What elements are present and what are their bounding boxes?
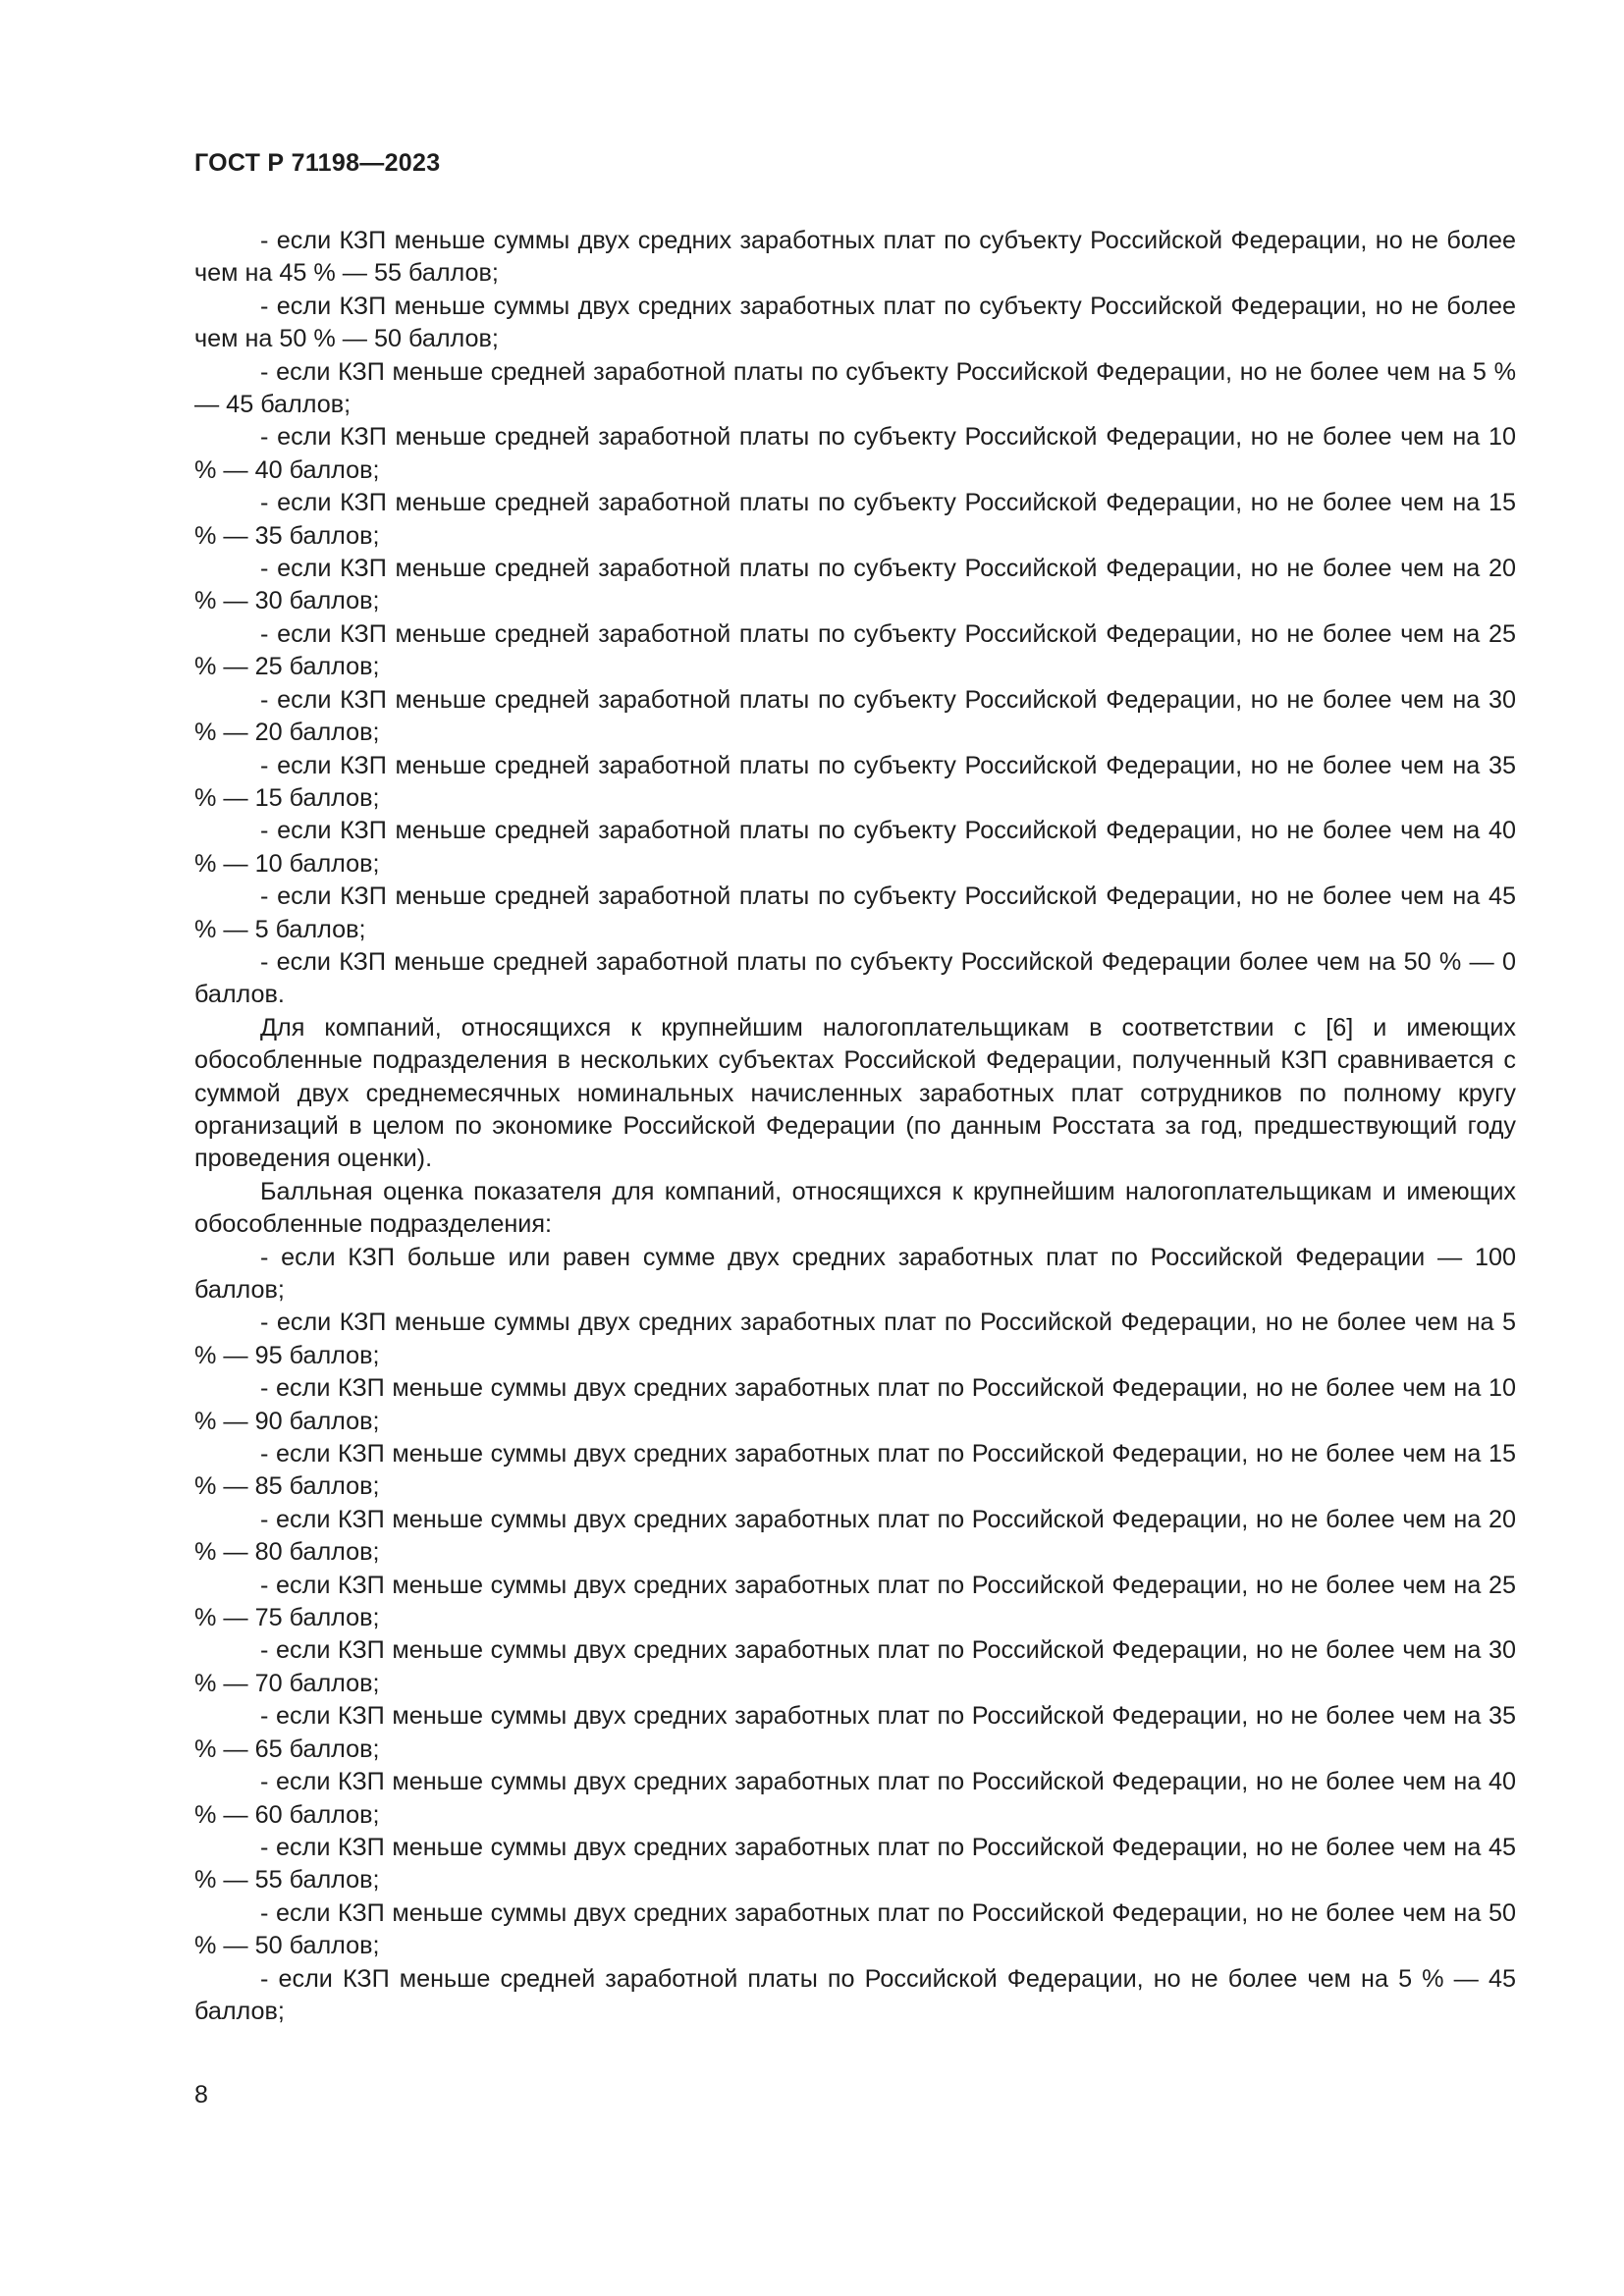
body-paragraph: Для компаний, относящихся к крупнейшим налогоплательщикам в соответствии с [6] и имеющих обособленные подразделения в нескольких субъектах Российской Федерации, полученный КЗП сравнивается с суммой двух среднемесячных номинальных начисленных заработных плат сотрудников по полному кругу организаций в целом по экономике Российской Федерации (по данным Росстата за год, предшествующий году проведения оценки). xyxy=(194,1013,1516,1173)
list-item: - если КЗП меньше средней заработной платы по субъекту Российской Федерации, но не более чем на 10 % — 40 баллов; xyxy=(194,423,1516,484)
list-item: - если КЗП меньше средней заработной платы по субъекту Российской Федерации, но не более чем на 15 % — 35 баллов; xyxy=(194,489,1516,550)
list-item: - если КЗП меньше суммы двух средних заработных плат по Российской Федерации, но не более чем на 15 % — 85 баллов; xyxy=(194,1440,1516,1501)
list-item: - если КЗП меньше суммы двух средних заработных плат по Российской Федерации, но не более чем на 30 % — 70 баллов; xyxy=(194,1636,1516,1697)
list-item: - если КЗП меньше средней заработной платы по Российской Федерации, но не более чем на 5 % — 45 баллов; xyxy=(194,1964,1516,2025)
list-item: - если КЗП меньше средней заработной платы по субъекту Российской Федерации, но не более чем на 40 % — 10 баллов; xyxy=(194,817,1516,878)
list-item: - если КЗП меньше средней заработной платы по субъекту Российской Федерации, но не более чем на 5 % — 45 баллов; xyxy=(194,357,1516,419)
list-item: - если КЗП меньше суммы двух средних заработных плат по Российской Федерации, но не более чем на 35 % — 65 баллов; xyxy=(194,1702,1516,1763)
list-item: - если КЗП больше или равен сумме двух средних заработных плат по Российской Федерации — 100 баллов; xyxy=(194,1243,1516,1304)
list-item: - если КЗП меньше средней заработной платы по субъекту Российской Федерации, но не более чем на 20 % — 30 баллов; xyxy=(194,555,1516,615)
list-item: - если КЗП меньше средней заработной платы по субъекту Российской Федерации, но не более чем на 45 % — 5 баллов; xyxy=(194,882,1516,943)
list-item: - если КЗП меньше суммы двух средних заработных плат по Российской Федерации, но не более чем на 50 % — 50 баллов; xyxy=(194,1898,1516,1960)
list-item: - если КЗП меньше средней заработной платы по субъекту Российской Федерации более чем на 50 % — 0 баллов. xyxy=(194,947,1516,1009)
page-number: 8 xyxy=(194,2081,208,2109)
list-item: - если КЗП меньше суммы двух средних заработных плат по субъекту Российской Федерации, но не более чем на 45 % — 55 баллов; xyxy=(194,227,1516,288)
list-item: - если КЗП меньше средней заработной платы по субъекту Российской Федерации, но не более чем на 35 % — 15 баллов; xyxy=(194,751,1516,812)
document-code-header: ГОСТ Р 71198—2023 xyxy=(194,149,441,177)
list-item: - если КЗП меньше суммы двух средних заработных плат по Российской Федерации, но не более чем на 20 % — 80 баллов; xyxy=(194,1505,1516,1567)
list-item: - если КЗП меньше суммы двух средних заработных плат по Российской Федерации, но не более чем на 45 % — 55 баллов; xyxy=(194,1833,1516,1895)
list-item: - если КЗП меньше средней заработной платы по субъекту Российской Федерации, но не более чем на 25 % — 25 баллов; xyxy=(194,619,1516,681)
document-body xyxy=(194,225,1516,2028)
list-item: - если КЗП меньше средней заработной платы по субъекту Российской Федерации, но не более чем на 30 % — 20 баллов; xyxy=(194,685,1516,747)
list-item: - если КЗП меньше суммы двух средних заработных плат по Российской Федерации, но не более чем на 10 % — 90 баллов; xyxy=(194,1374,1516,1435)
list-item: - если КЗП меньше суммы двух средних заработных плат по Российской Федерации, но не более чем на 40 % — 60 баллов; xyxy=(194,1768,1516,1829)
body-paragraph: Балльная оценка показателя для компаний, относящихся к крупнейшим налогоплательщикам и имеющих обособленные подразделения: xyxy=(194,1177,1516,1239)
list-item: - если КЗП меньше суммы двух средних заработных плат по Российской Федерации, но не более чем на 5 % — 95 баллов; xyxy=(194,1308,1516,1369)
list-item: - если КЗП меньше суммы двух средних заработных плат по субъекту Российской Федерации, но не более чем на 50 % — 50 баллов; xyxy=(194,292,1516,353)
list-item: - если КЗП меньше суммы двух средних заработных плат по Российской Федерации, но не более чем на 25 % — 75 баллов; xyxy=(194,1571,1516,1632)
